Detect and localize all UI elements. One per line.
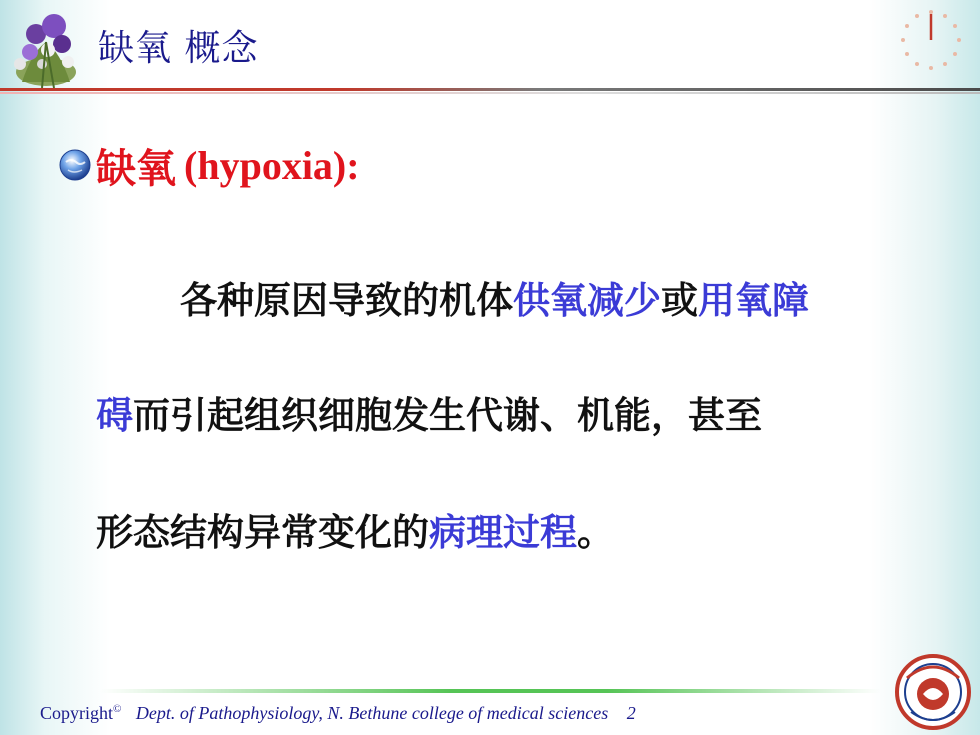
definition-line-1 [180,270,809,324]
header-divider-shadow [0,92,980,94]
highlight-pathological-process: 病理过程 [429,511,577,554]
definition-text: 各种原因导致的机体 [180,279,513,322]
slide-footer [40,703,636,724]
university-emblem-icon [893,652,973,732]
definition-text: 或 [661,279,698,322]
heading-english: (hypoxia): [184,142,360,188]
highlight-oxygen-use: 用氧障 [698,279,809,322]
header-divider [0,88,980,91]
heading-chinese: 缺氧 [96,145,176,192]
copyright-mark: © [113,703,122,715]
flower-bouquet-icon [2,2,90,90]
footer-divider [100,689,880,693]
definition-text: 而引起组织细胞发生代谢、机能，甚至 [133,394,762,437]
highlight-oxygen-supply: 供氧减少 [513,279,661,322]
clock-icon [895,4,967,76]
department-text: Dept. of Pathophysiology, N. Bethune college of medical sciences [135,703,609,723]
header-title: 缺氧 概念 [98,28,259,69]
page-number: 2 [626,703,636,723]
definition-line-3 [96,502,614,556]
definition-text: 。 [577,511,614,554]
slide-header [0,0,980,92]
highlight-oxygen-use-end: 碍 [96,394,133,437]
definition-text: 形态结构异常变化的 [96,511,429,554]
copyright-text: Copyright [40,703,114,723]
heading-row [58,140,360,190]
globe-bullet-icon [58,148,92,182]
definition-line-2 [96,385,762,439]
